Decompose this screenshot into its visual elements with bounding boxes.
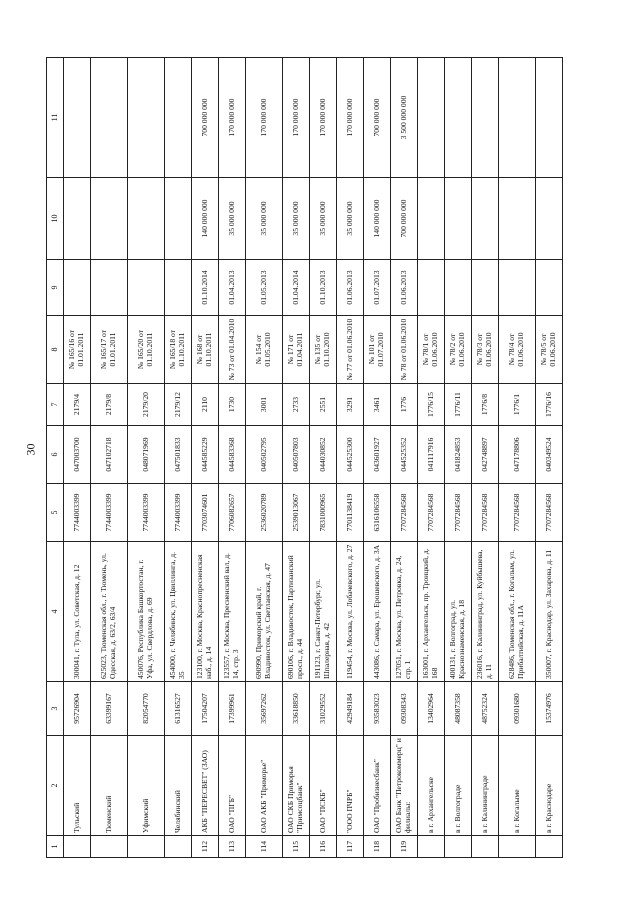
column-header: 5 [47, 484, 64, 542]
contract-number: № 135 от 01.10.2010 [310, 316, 337, 384]
inn: 7831000965 [310, 484, 337, 542]
column-header: 9 [47, 260, 64, 316]
column-header: 1 [47, 836, 64, 858]
total-amount [445, 58, 472, 178]
table-row [91, 58, 128, 858]
bik: 047501833 [165, 426, 192, 484]
address: 123100, г. Москва, Краснопресненская наб., д. 14 [192, 542, 219, 682]
column-header: 8 [47, 316, 64, 384]
contract-number: № 165/18 от 01.10.2011 [165, 316, 192, 384]
bik: 041824853 [445, 426, 472, 484]
row-number [165, 836, 192, 858]
contract-number: № 165/16 от 01.01.2011 [64, 316, 91, 384]
reg-number: 1776/8 [472, 384, 499, 426]
column-header: 6 [47, 426, 64, 484]
total-amount [499, 58, 536, 178]
contract-number: № 78/1 от 01.06.2010 [418, 316, 445, 384]
okpo-code: 93583023 [364, 682, 391, 736]
table-row [219, 58, 246, 858]
limit-amount [91, 178, 128, 260]
limit-amount [499, 178, 536, 260]
term-date: 01.06.2013 [337, 260, 364, 316]
total-amount: 170 000 000 [337, 58, 364, 178]
inn: 2539013067 [283, 484, 310, 542]
bank-name: в г. Калининграде [472, 736, 499, 836]
okpo-code: 48752324 [472, 682, 499, 736]
inn: 7744003399 [64, 484, 91, 542]
total-amount: 3 500 000 000 [391, 58, 418, 178]
contract-number: № 171 от 01.04.2011 [283, 316, 310, 384]
total-amount: 170 000 000 [219, 58, 246, 178]
okpo-code: 61316527 [165, 682, 192, 736]
bank-name: АКБ "ПЕРЕСВЕТ" (ЗАО) [192, 736, 219, 836]
total-amount: 170 000 000 [283, 58, 310, 178]
bank-name: ОАО "ПСКБ" [310, 736, 337, 836]
column-header: 3 [47, 682, 64, 736]
reg-number: 1776/1 [499, 384, 536, 426]
table-row [536, 58, 563, 858]
row-number [499, 836, 536, 858]
inn: 2536020789 [246, 484, 283, 542]
column-header: 11 [47, 58, 64, 178]
reg-number: 2551 [310, 384, 337, 426]
bank-name: "ООО ПЧРБ" [337, 736, 364, 836]
bik: 047003700 [64, 426, 91, 484]
row-number [128, 836, 165, 858]
document-sheet [46, 58, 622, 858]
reg-number: 1776 [391, 384, 418, 426]
total-amount [64, 58, 91, 178]
row-number: 112 [192, 836, 219, 858]
row-number: 119 [391, 836, 418, 858]
term-date: 01.04.2014 [283, 260, 310, 316]
inn: 7744003399 [128, 484, 165, 542]
okpo-code: 42949184 [337, 682, 364, 736]
term-date [418, 260, 445, 316]
address: 191123, г. Санкт-Петербург, ул. Шпалерная, д. 42 [310, 542, 337, 682]
okpo-code: 31029552 [310, 682, 337, 736]
term-date [165, 260, 192, 316]
okpo-code: 17504207 [192, 682, 219, 736]
contract-number: № 78/4 от 01.06.2010 [499, 316, 536, 384]
address: 119454, г. Москва, ул. Лобачевского, д. 27 [337, 542, 364, 682]
term-date [91, 260, 128, 316]
table-row [418, 58, 445, 858]
address: 127051, г. Москва, ул. Петровка, д. 24, стр. 1 [391, 542, 418, 682]
limit-amount [536, 178, 563, 260]
contract-number: № 165/17 от 01.01.2011 [91, 316, 128, 384]
bik: 040349524 [536, 426, 563, 484]
bank-name: в г. Архангельске [418, 736, 445, 836]
address: 690106, г. Владивосток, Партизанский просп., д. 44 [283, 542, 310, 682]
bik: 047178806 [499, 426, 536, 484]
bik: 041117916 [418, 426, 445, 484]
inn: 7744003399 [91, 484, 128, 542]
limit-amount: 35 000 000 [283, 178, 310, 260]
limit-amount [165, 178, 192, 260]
limit-amount: 35 000 000 [246, 178, 283, 260]
table-row [472, 58, 499, 858]
reg-number: 2733 [283, 384, 310, 426]
row-number [536, 836, 563, 858]
row-number [91, 836, 128, 858]
address: 454000, г. Челябинск, ул. Цвиллинга, д. 35 [165, 542, 192, 682]
row-number [64, 836, 91, 858]
contract-number: № 77 от 01.06.2010 [337, 316, 364, 384]
bank-name: ОАО "Пробизнесбанк" [364, 736, 391, 836]
reg-number: 1730 [219, 384, 246, 426]
table-row [364, 58, 391, 858]
total-amount [128, 58, 165, 178]
bank-registry-table [46, 57, 563, 858]
total-amount [165, 58, 192, 178]
contract-number: № 78/3 от 01.06.2010 [472, 316, 499, 384]
term-date: 01.04.2013 [219, 260, 246, 316]
limit-amount [472, 178, 499, 260]
limit-amount: 700 000 000 [391, 178, 418, 260]
okpo-code: 33618850 [283, 682, 310, 736]
table-row [128, 58, 165, 858]
total-amount [418, 58, 445, 178]
total-amount: 700 000 000 [192, 58, 219, 178]
table-row [246, 58, 283, 858]
limit-amount: 140 000 000 [192, 178, 219, 260]
limit-amount [128, 178, 165, 260]
address: 450076, Республика Башкортостан, г. Уфа, ул. Свердлова, д. 69 [128, 542, 165, 682]
table-row [165, 58, 192, 858]
bank-name: ОАО "ПГБ" [219, 736, 246, 836]
reg-number: 3461 [364, 384, 391, 426]
table-header-row [47, 58, 64, 858]
address: 690990, Приморский край, г. Владивосток, ул. Светланская, д. 47 [246, 542, 283, 682]
limit-amount [64, 178, 91, 260]
address: 300041, г. Тула, ул. Советская, д. 12 [64, 542, 91, 682]
row-number: 113 [219, 836, 246, 858]
row-number: 116 [310, 836, 337, 858]
row-number: 114 [246, 836, 283, 858]
total-amount: 170 000 000 [246, 58, 283, 178]
reg-number: 1776/11 [445, 384, 472, 426]
page-number: 30 [23, 443, 38, 456]
bank-name: Уфимский [128, 736, 165, 836]
contract-number: № 101 от 01.07.2010 [364, 316, 391, 384]
contract-number: № 168 от 01.10.2011 [192, 316, 219, 384]
inn: 7707284568 [472, 484, 499, 542]
reg-number: 2110 [192, 384, 219, 426]
inn: 7703074601 [192, 484, 219, 542]
okpo-code: 63399167 [91, 682, 128, 736]
address: 400131, г. Волгоград, ул. Краснознаменская, д. 18 [445, 542, 472, 682]
term-date: 01.10.2013 [310, 260, 337, 316]
table-row [337, 58, 364, 858]
address: 350007, г. Краснодар, ул. Захарова, д. 11 [536, 542, 563, 682]
limit-amount: 35 000 000 [310, 178, 337, 260]
bank-name: ОАО АКБ "Приморье" [246, 736, 283, 836]
limit-amount [418, 178, 445, 260]
term-date [499, 260, 536, 316]
reg-number: 3291 [337, 384, 364, 426]
column-header: 7 [47, 384, 64, 426]
okpo-code: 13402964 [418, 682, 445, 736]
bik: 042748897 [472, 426, 499, 484]
bik: 044585229 [192, 426, 219, 484]
bank-name: в г. Когалыме [499, 736, 536, 836]
inn: 7744003399 [165, 484, 192, 542]
table-row [192, 58, 219, 858]
reg-number: 1776/16 [536, 384, 563, 426]
column-header: 4 [47, 542, 64, 682]
bank-name: Челябинский [165, 736, 192, 836]
term-date: 01.06.2013 [391, 260, 418, 316]
address: 123557, г. Москва, Пресненский вал, д. 14, стр. 3 [219, 542, 246, 682]
total-amount [472, 58, 499, 178]
inn: 7707284568 [445, 484, 472, 542]
table-row [64, 58, 91, 858]
contract-number: № 78 от 01.06.2010 [391, 316, 418, 384]
limit-amount: 35 000 000 [337, 178, 364, 260]
bik: 048071969 [128, 426, 165, 484]
bik: 044030852 [310, 426, 337, 484]
term-date: 01.05.2013 [246, 260, 283, 316]
okpo-code: 95726904 [64, 682, 91, 736]
bik: 043601927 [364, 426, 391, 484]
row-number: 118 [364, 836, 391, 858]
table-row [499, 58, 536, 858]
bank-name: Тульский [64, 736, 91, 836]
bik: 044583368 [219, 426, 246, 484]
bik: 040502795 [246, 426, 283, 484]
inn: 6316106558 [364, 484, 391, 542]
address: 443086, г. Самара, ул. Ерошевского, д. 3А [364, 542, 391, 682]
contract-number: № 78/2 от 01.06.2010 [445, 316, 472, 384]
inn: 7706082657 [219, 484, 246, 542]
term-date: 01.07.2013 [364, 260, 391, 316]
total-amount [91, 58, 128, 178]
limit-amount: 140 000 000 [364, 178, 391, 260]
limit-amount: 35 000 000 [219, 178, 246, 260]
term-date [128, 260, 165, 316]
bik: 040507803 [283, 426, 310, 484]
term-date: 01.10.2014 [192, 260, 219, 316]
reg-number: 2179/8 [91, 384, 128, 426]
total-amount: 700 000 000 [364, 58, 391, 178]
contract-number: № 78/5 от 01.06.2010 [536, 316, 563, 384]
okpo-code: 35697262 [246, 682, 283, 736]
contract-number: № 154 от 01.05.2010 [246, 316, 283, 384]
table-row [391, 58, 418, 858]
bank-name: в г. Краснодаре [536, 736, 563, 836]
address: 628486, Тюменская обл., г. Когалым, ул. Прибалтийская, д. 11А [499, 542, 536, 682]
total-amount [536, 58, 563, 178]
row-number [418, 836, 445, 858]
row-number [472, 836, 499, 858]
reg-number: 1776/15 [418, 384, 445, 426]
bank-name: ОАО Банк "Петрокоммерц" и филиалы: [391, 736, 418, 836]
term-date [536, 260, 563, 316]
okpo-code: 17399961 [219, 682, 246, 736]
table-row [283, 58, 310, 858]
reg-number: 3001 [246, 384, 283, 426]
total-amount: 170 000 000 [310, 58, 337, 178]
inn: 7707284568 [391, 484, 418, 542]
term-date [64, 260, 91, 316]
bank-name: Тюменский [91, 736, 128, 836]
table-row [310, 58, 337, 858]
okpo-code: 82054770 [128, 682, 165, 736]
limit-amount [445, 178, 472, 260]
inn: 7707284568 [536, 484, 563, 542]
column-header: 10 [47, 178, 64, 260]
okpo-code: 09301680 [499, 682, 536, 736]
bank-name: ОАО СКБ Приморья "Примсоцбанк" [283, 736, 310, 836]
row-number: 115 [283, 836, 310, 858]
bank-name: в г. Волгограде [445, 736, 472, 836]
address: 625023, Тюменская обл., г. Тюмень, ул. Одесская, д. 63/2, 63/4 [91, 542, 128, 682]
row-number [445, 836, 472, 858]
bik: 047102718 [91, 426, 128, 484]
reg-number: 2179/20 [128, 384, 165, 426]
reg-number: 2179/4 [64, 384, 91, 426]
bik: 044525352 [391, 426, 418, 484]
inn: 7701138419 [337, 484, 364, 542]
inn: 7707284568 [418, 484, 445, 542]
reg-number: 2179/12 [165, 384, 192, 426]
address: 163001, г. Архангельск, пр. Троицкий, д. 168 [418, 542, 445, 682]
table-row [445, 58, 472, 858]
bik: 044525300 [337, 426, 364, 484]
column-header: 2 [47, 736, 64, 836]
row-number: 117 [337, 836, 364, 858]
okpo-code: 09308343 [391, 682, 418, 736]
okpo-code: 15374976 [536, 682, 563, 736]
term-date [445, 260, 472, 316]
inn: 7707284568 [499, 484, 536, 542]
contract-number: № 165/20 от 01.10.2011 [128, 316, 165, 384]
contract-number: № 73 от 01.04.2010 [219, 316, 246, 384]
okpo-code: 48087358 [445, 682, 472, 736]
term-date [472, 260, 499, 316]
address: 236016, г. Калининград, ул. Куйбышева, д. 11 [472, 542, 499, 682]
